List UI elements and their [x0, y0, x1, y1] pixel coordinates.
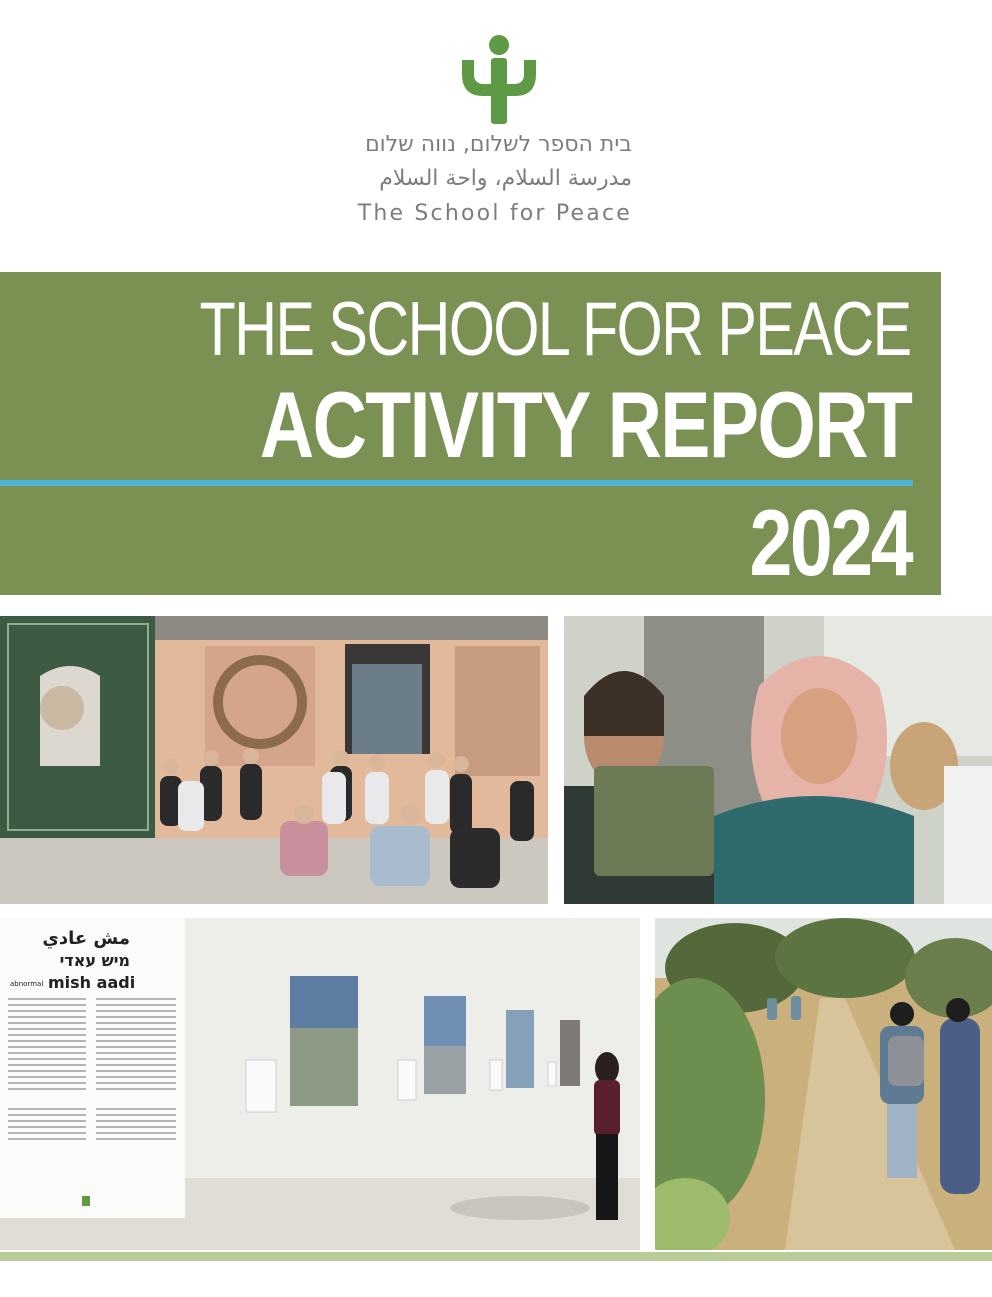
poster-hebrew-title: מיש עאדי — [59, 951, 130, 970]
logo-arabic-name: مدرسة السلام، واحة السلام — [379, 166, 632, 191]
photo-women-smiling — [564, 616, 992, 904]
school-for-peace-logo-icon — [460, 34, 538, 124]
bottom-accent-bar — [0, 1252, 992, 1261]
poster-english-title: mish aadi — [48, 973, 136, 992]
title-banner — [0, 272, 941, 595]
photo-dialogue-circle — [0, 616, 548, 904]
logo-hebrew-name: בית הספר לשלום, נווה שלום — [365, 132, 632, 157]
logo-block — [0, 0, 992, 260]
photo-hike — [655, 918, 992, 1250]
logo-english-name: The School for Peace — [357, 201, 632, 226]
poster-small-label: abnormal — [10, 980, 44, 988]
report-title-line2: ACTIVITY REPORT — [259, 372, 911, 477]
report-year: 2024 — [749, 490, 911, 595]
photo-exhibition — [0, 918, 640, 1250]
poster-arabic-title: مش عادي — [42, 928, 130, 949]
banner-divider — [0, 480, 913, 486]
report-title-line1: THE SCHOOL FOR PEACE — [199, 287, 911, 372]
